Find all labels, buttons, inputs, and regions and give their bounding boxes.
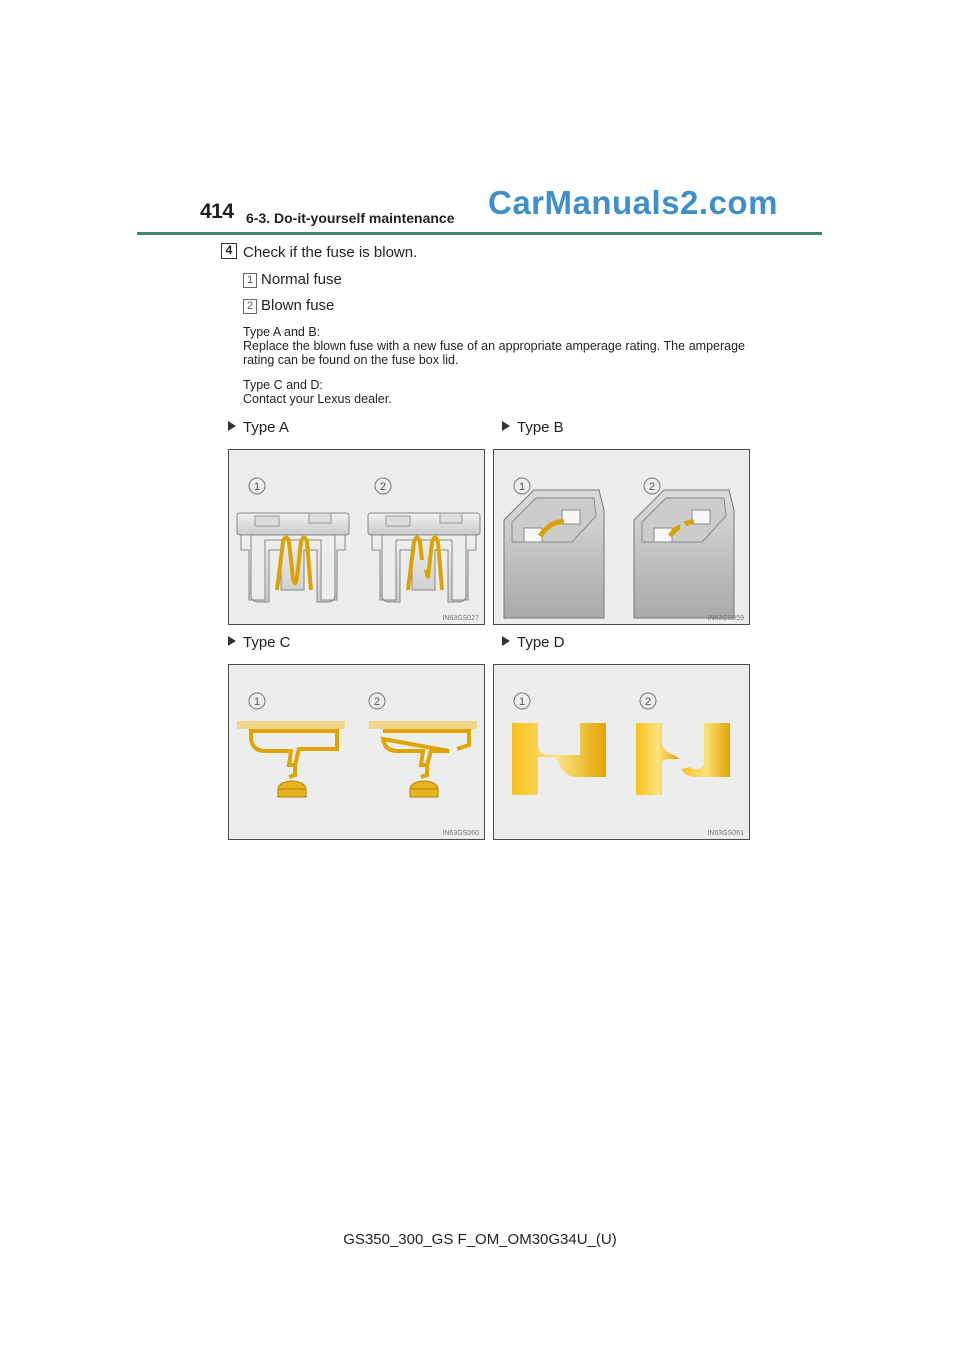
blown-bolt-fuse: [369, 721, 477, 797]
note-type-cd: [243, 378, 745, 406]
item-badge: 1: [243, 273, 257, 288]
note-heading: Type A and B:: [243, 325, 321, 339]
normal-cartridge-fuse: [504, 490, 604, 618]
step-number-badge: 4: [221, 243, 237, 259]
figure-type-a: [228, 449, 485, 625]
figure-code: IN63GS061: [707, 830, 744, 837]
figure-code: IN63GS060: [442, 830, 479, 837]
callout-badge: 2: [373, 696, 381, 708]
triangle-bullet-icon: [228, 636, 236, 646]
cartridge-fuse-illustration: [494, 450, 749, 624]
figure-type-d: [493, 664, 750, 840]
callout-badge: 1: [518, 481, 526, 493]
figure-code: IN63GS059: [707, 615, 744, 622]
figure-code: IN63GS027: [442, 615, 479, 622]
callout-badge: 1: [253, 696, 261, 708]
note-type-ab: [243, 325, 745, 367]
section-title: 6-3. Do-it-yourself maintenance: [246, 210, 455, 226]
note-heading: Type C and D:: [243, 378, 323, 392]
figure-label-type-d: Type D: [502, 634, 565, 651]
callout-badge: 1: [518, 696, 526, 708]
blown-cartridge-fuse: [634, 490, 734, 618]
note-body: Replace the blown fuse with a new fuse of an appropriate amperage rating. The amperage rating can be found on the fuse box lid.: [243, 339, 745, 367]
header-divider: [137, 232, 822, 235]
triangle-bullet-icon: [502, 636, 510, 646]
triangle-bullet-icon: [228, 421, 236, 431]
bolt-fuse-illustration: [229, 665, 484, 839]
figure-label-type-c: Type C: [228, 634, 291, 651]
figure-type-c: [228, 664, 485, 840]
note-body: Contact your Lexus dealer.: [243, 392, 392, 406]
normal-blade-fuse: [237, 513, 349, 602]
page-number: 414: [200, 200, 234, 223]
watermark-logo: CarManuals2.com: [488, 184, 778, 221]
blown-blade-fuse: [368, 513, 480, 602]
callout-badge: 2: [379, 481, 387, 493]
figure-type-b: [493, 449, 750, 625]
document-code: GS350_300_GS F_OM_OM30G34U_(U): [343, 1231, 617, 1248]
item-label-normal-fuse: Normal fuse: [261, 271, 342, 288]
callout-badge: 2: [644, 696, 652, 708]
item-label-blown-fuse: Blown fuse: [261, 297, 335, 314]
item-badge: 2: [243, 299, 257, 314]
triangle-bullet-icon: [502, 421, 510, 431]
figure-label-type-b: Type B: [502, 419, 564, 436]
callout-badge: 1: [253, 481, 261, 493]
blown-link-fuse: [636, 723, 730, 795]
normal-bolt-fuse: [237, 721, 345, 797]
link-fuse-illustration: [494, 665, 749, 839]
normal-link-fuse: [512, 723, 606, 795]
blade-fuse-illustration: [229, 450, 484, 624]
figure-label-type-a: Type A: [228, 419, 289, 436]
callout-badge: 2: [648, 481, 656, 493]
step-instruction: Check if the fuse is blown.: [243, 244, 418, 261]
